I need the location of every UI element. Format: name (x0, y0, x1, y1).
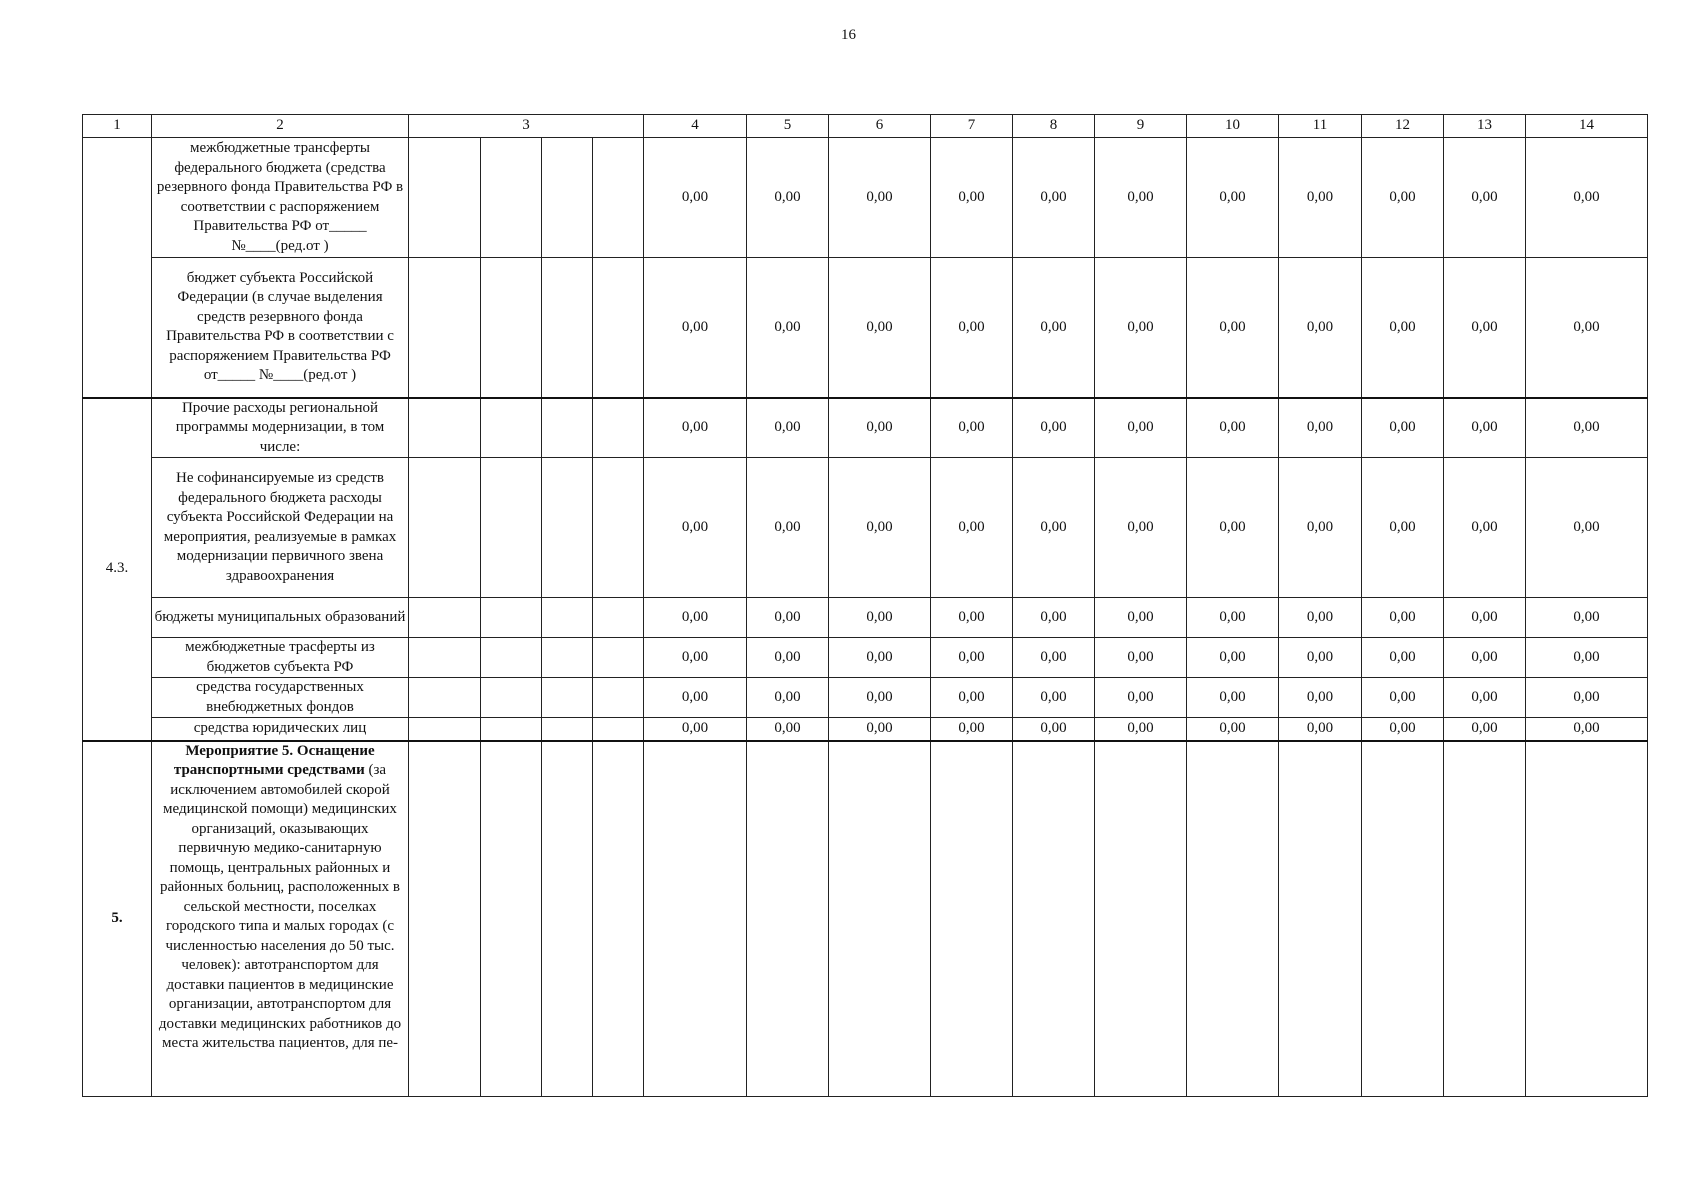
row-code-cell (83, 138, 152, 398)
empty-cell (409, 678, 481, 718)
value-cell: 0,00 (1187, 138, 1279, 258)
value-cell: 0,00 (1444, 598, 1526, 638)
empty-cell (1526, 741, 1648, 1097)
section-code: 4.3. (83, 398, 152, 741)
value-cell: 0,00 (644, 678, 747, 718)
table-row (83, 678, 1648, 718)
value-cell: 0,00 (1187, 398, 1279, 458)
empty-cell (481, 678, 542, 718)
empty-cell (593, 598, 644, 638)
value-cell: 0,00 (1013, 258, 1095, 398)
value-cell: 0,00 (1279, 398, 1362, 458)
table-row (83, 598, 1648, 638)
value-cell: 0,00 (747, 458, 829, 598)
value-cell: 0,00 (1526, 138, 1648, 258)
row-description: бюджеты муниципальных образований (152, 598, 409, 638)
header-cell: 8 (1013, 115, 1095, 138)
row-description: межбюджетные трансферты федерального бюджета (средства резервного фонда Правительства РФ в соответствии с распоряжением Правительства РФ от_____ №____(ред.от ) (152, 138, 409, 258)
value-cell: 0,00 (931, 458, 1013, 598)
empty-cell (1187, 741, 1279, 1097)
empty-cell (409, 138, 481, 258)
value-cell: 0,00 (829, 718, 931, 741)
empty-cell (931, 741, 1013, 1097)
value-cell: 0,00 (1526, 638, 1648, 678)
value-cell: 0,00 (829, 598, 931, 638)
header-cell: 1 (83, 115, 152, 138)
empty-cell (409, 458, 481, 598)
empty-cell (481, 138, 542, 258)
measure-code: 5. (83, 741, 152, 1097)
value-cell: 0,00 (644, 458, 747, 598)
value-cell: 0,00 (1362, 458, 1444, 598)
value-cell: 0,00 (1095, 718, 1187, 741)
value-cell: 0,00 (1444, 458, 1526, 598)
table-row (83, 258, 1648, 398)
measure-text: (за исключением автомобилей скорой медицинской помощи) медицинских организаций, оказывающих первичную медико-санитарную помощь, центральных районных и районных больниц, расположенных в сельской местности, поселках городского типа и малых городах (с численностью населения до 50 тыс. человек): автотранспортом для доставки пациентов в медицинские организации, автотранспортом для доставки медицинских работников до места жительства пациентов, для пе- (158, 762, 402, 1051)
measure-title: Мероприятие 5. Оснащение транспортными средствами (173, 742, 375, 778)
value-cell: 0,00 (1362, 718, 1444, 741)
value-cell: 0,00 (1526, 718, 1648, 741)
value-cell: 0,00 (829, 398, 931, 458)
row-description: бюджет субъекта Российской Федерации (в случае выделения средств резервного фонда Правительства РФ в соответствии с распоряжением Правительства РФ от_____ №____(ред.от ) (152, 258, 409, 398)
value-cell: 0,00 (1444, 398, 1526, 458)
value-cell: 0,00 (644, 638, 747, 678)
empty-cell (644, 741, 747, 1097)
empty-cell (481, 638, 542, 678)
value-cell: 0,00 (1095, 398, 1187, 458)
table-row (83, 718, 1648, 741)
row-description: Прочие расходы региональной программы модернизации, в том числе: (152, 398, 409, 458)
row-description: средства юридических лиц (152, 718, 409, 741)
value-cell: 0,00 (1279, 678, 1362, 718)
value-cell: 0,00 (1444, 638, 1526, 678)
value-cell: 0,00 (1013, 598, 1095, 638)
value-cell: 0,00 (1279, 598, 1362, 638)
header-cell: 6 (829, 115, 931, 138)
value-cell: 0,00 (1187, 258, 1279, 398)
value-cell: 0,00 (1013, 678, 1095, 718)
value-cell: 0,00 (1362, 638, 1444, 678)
value-cell: 0,00 (1095, 598, 1187, 638)
value-cell: 0,00 (931, 598, 1013, 638)
table-row (83, 138, 1648, 258)
empty-cell (829, 741, 931, 1097)
empty-cell (1444, 741, 1526, 1097)
measure-description (152, 741, 409, 1097)
empty-cell (593, 638, 644, 678)
value-cell: 0,00 (747, 138, 829, 258)
value-cell: 0,00 (1526, 258, 1648, 398)
page-number: 16 (841, 27, 856, 43)
header-cell: 14 (1526, 115, 1648, 138)
value-cell: 0,00 (829, 638, 931, 678)
value-cell: 0,00 (747, 638, 829, 678)
header-row (83, 115, 1648, 138)
empty-cell (481, 458, 542, 598)
value-cell: 0,00 (1279, 458, 1362, 598)
value-cell: 0,00 (1279, 718, 1362, 741)
empty-cell (409, 638, 481, 678)
table-row (83, 398, 1648, 458)
empty-cell (542, 678, 593, 718)
value-cell: 0,00 (747, 598, 829, 638)
header-cell: 7 (931, 115, 1013, 138)
value-cell: 0,00 (931, 138, 1013, 258)
empty-cell (1279, 741, 1362, 1097)
empty-cell (593, 678, 644, 718)
value-cell: 0,00 (1279, 638, 1362, 678)
value-cell: 0,00 (829, 258, 931, 398)
value-cell: 0,00 (1526, 398, 1648, 458)
value-cell: 0,00 (1362, 678, 1444, 718)
header-cell: 12 (1362, 115, 1444, 138)
table-row (83, 741, 1648, 1097)
empty-cell (542, 258, 593, 398)
table-row (83, 638, 1648, 678)
value-cell: 0,00 (1362, 398, 1444, 458)
empty-cell (542, 458, 593, 598)
row-description: Не софинансируемые из средств федерального бюджета расходы субъекта Российской Федерации на мероприятия, реализуемые в рамках модернизации первичного звена здравоохранения (152, 458, 409, 598)
empty-cell (542, 138, 593, 258)
value-cell: 0,00 (931, 638, 1013, 678)
table-row (83, 458, 1648, 598)
value-cell: 0,00 (1095, 638, 1187, 678)
value-cell: 0,00 (931, 258, 1013, 398)
value-cell: 0,00 (747, 398, 829, 458)
empty-cell (593, 741, 644, 1097)
value-cell: 0,00 (829, 678, 931, 718)
header-cell: 11 (1279, 115, 1362, 138)
value-cell: 0,00 (644, 138, 747, 258)
header-cell: 5 (747, 115, 829, 138)
value-cell: 0,00 (931, 718, 1013, 741)
empty-cell (481, 718, 542, 741)
header-cell: 13 (1444, 115, 1526, 138)
empty-cell (542, 638, 593, 678)
value-cell: 0,00 (1187, 598, 1279, 638)
empty-cell (542, 398, 593, 458)
value-cell: 0,00 (1362, 598, 1444, 638)
empty-cell (542, 741, 593, 1097)
empty-cell (593, 258, 644, 398)
header-cell: 4 (644, 115, 747, 138)
value-cell: 0,00 (1444, 258, 1526, 398)
empty-cell (409, 598, 481, 638)
value-cell: 0,00 (1362, 258, 1444, 398)
empty-cell (593, 718, 644, 741)
empty-cell (1362, 741, 1444, 1097)
header-cell: 3 (409, 115, 644, 138)
empty-cell (481, 741, 542, 1097)
value-cell: 0,00 (747, 258, 829, 398)
value-cell: 0,00 (1095, 138, 1187, 258)
value-cell: 0,00 (1187, 638, 1279, 678)
empty-cell (409, 718, 481, 741)
value-cell: 0,00 (1013, 458, 1095, 598)
value-cell: 0,00 (1013, 398, 1095, 458)
empty-cell (481, 398, 542, 458)
value-cell: 0,00 (1362, 138, 1444, 258)
value-cell: 0,00 (829, 138, 931, 258)
header-cell: 9 (1095, 115, 1187, 138)
header-cell: 2 (152, 115, 409, 138)
value-cell: 0,00 (1279, 138, 1362, 258)
value-cell: 0,00 (1013, 638, 1095, 678)
value-cell: 0,00 (1187, 458, 1279, 598)
value-cell: 0,00 (1444, 138, 1526, 258)
budget-table (82, 114, 1648, 1097)
value-cell: 0,00 (1095, 258, 1187, 398)
value-cell: 0,00 (931, 398, 1013, 458)
empty-cell (481, 258, 542, 398)
row-description: межбюджетные трасферты из бюджетов субъекта РФ (152, 638, 409, 678)
empty-cell (409, 258, 481, 398)
empty-cell (409, 398, 481, 458)
value-cell: 0,00 (1095, 458, 1187, 598)
value-cell: 0,00 (1444, 718, 1526, 741)
empty-cell (481, 598, 542, 638)
value-cell: 0,00 (1013, 138, 1095, 258)
header-cell: 10 (1187, 115, 1279, 138)
value-cell: 0,00 (931, 678, 1013, 718)
value-cell: 0,00 (1187, 678, 1279, 718)
value-cell: 0,00 (747, 678, 829, 718)
empty-cell (542, 598, 593, 638)
empty-cell (593, 138, 644, 258)
value-cell: 0,00 (1013, 718, 1095, 741)
empty-cell (593, 398, 644, 458)
empty-cell (1013, 741, 1095, 1097)
empty-cell (593, 458, 644, 598)
value-cell: 0,00 (644, 258, 747, 398)
value-cell: 0,00 (1187, 718, 1279, 741)
empty-cell (542, 718, 593, 741)
value-cell: 0,00 (1095, 678, 1187, 718)
value-cell: 0,00 (1526, 458, 1648, 598)
value-cell: 0,00 (644, 398, 747, 458)
empty-cell (747, 741, 829, 1097)
value-cell: 0,00 (644, 598, 747, 638)
value-cell: 0,00 (644, 718, 747, 741)
value-cell: 0,00 (1444, 678, 1526, 718)
value-cell: 0,00 (1526, 678, 1648, 718)
empty-cell (1095, 741, 1187, 1097)
value-cell: 0,00 (829, 458, 931, 598)
value-cell: 0,00 (1279, 258, 1362, 398)
value-cell: 0,00 (747, 718, 829, 741)
value-cell: 0,00 (1526, 598, 1648, 638)
row-description: средства государственных внебюджетных фондов (152, 678, 409, 718)
empty-cell (409, 741, 481, 1097)
